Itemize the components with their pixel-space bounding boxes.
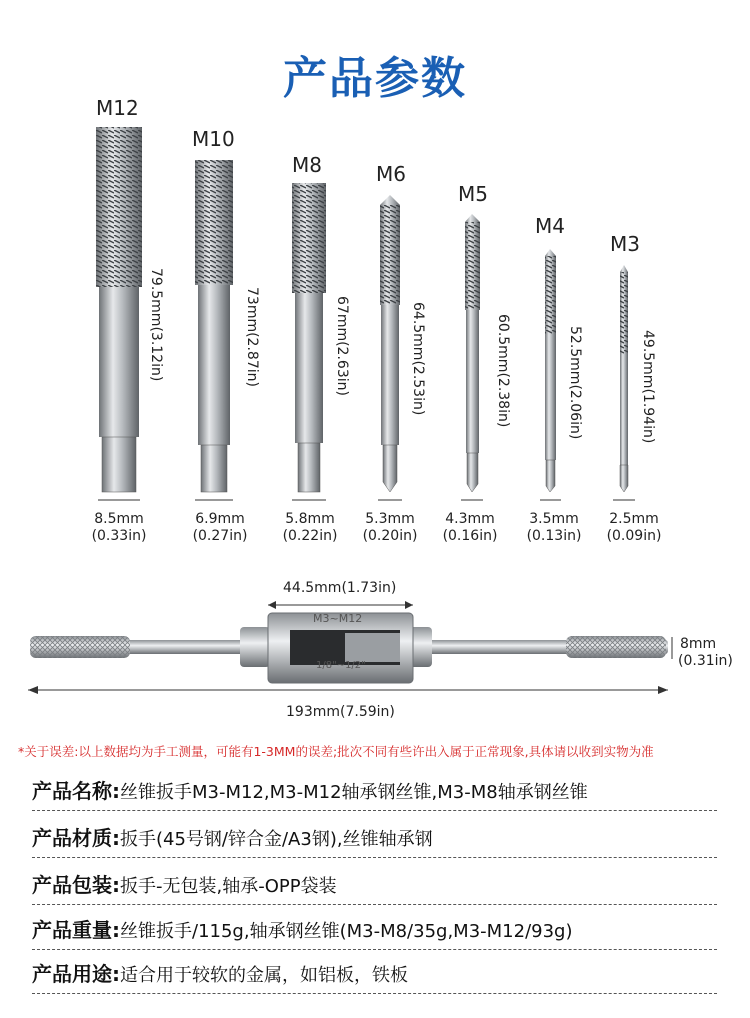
tap-diameter-label: 3.5mm (0.13in) [526,511,582,544]
tap-length-label: 67mm(2.63in) [334,296,350,396]
tap-m10 [195,160,233,500]
spec-key: 产品材质: [32,826,120,850]
tap-m5 [461,214,483,500]
tap-m6 [378,195,402,500]
tap-length-label: 73mm(2.87in) [244,287,260,387]
tap-diameter-label: 2.5mm (0.09in) [606,511,662,544]
spec-value: 丝锥扳手M3-M12,M3-M12轴承钢丝锥,M3-M8轴承钢丝锥 [120,782,588,803]
spec-row [32,770,717,811]
spec-key: 产品包装: [32,873,120,897]
wrench-handle-dia-mm: 8mm [680,636,717,652]
tap-length-label: 52.5mm(2.06in) [567,326,583,440]
tap-length-label: 79.5mm(3.12in) [148,268,164,382]
spec-row [32,909,717,950]
tap-length-label: 64.5mm(2.53in) [410,302,426,416]
spec-row [32,817,717,858]
tap-diameter-label: 8.5mm (0.33in) [91,511,147,544]
measurement-note: *关于误差:以上数据均为手工测量，可能有1-3MM的误差;批次不同有些许出入属于正常现象,具体请以收到实物为准 [18,744,654,759]
spec-key: 产品名称: [32,779,120,803]
tap-diameter-label: 6.9mm (0.27in) [192,511,248,544]
tap-m12 [96,127,142,500]
tap-m8 [292,183,326,500]
tap-size-label: M8 [292,153,322,177]
tap-m4 [540,249,561,500]
tap-size-label: M6 [376,162,406,186]
spec-value: 扳手(45号钢/锌合金/A3钢),丝锥轴承钢 [120,829,433,850]
tap-size-label: M4 [535,214,565,238]
spec-value: 适合用于较软的金属，如铝板，铁板 [120,965,408,986]
tap-m3 [613,265,635,500]
tap-length-label: 60.5mm(2.38in) [495,314,511,428]
spec-key: 产品用途: [32,962,120,986]
spec-value: 扳手-无包装,轴承-OPP袋装 [120,876,337,897]
tap-diameter-label: 5.3mm (0.20in) [362,511,418,544]
spec-key: 产品重量: [32,918,120,942]
tap-wrench-illustration [0,575,750,715]
page-title: 产品参数 [283,53,467,104]
wrench-handle-dia-in: (0.31in) [678,653,733,669]
wrench-length-label: 193mm(7.59in) [286,704,395,720]
tap-size-label: M10 [192,127,235,151]
spec-row [32,864,717,905]
wrench-marking: M3~M12 [313,612,363,625]
tap-size-label: M5 [458,182,488,206]
tap-size-label: M12 [96,96,139,120]
tap-size-label: M3 [610,232,640,256]
spec-row [32,953,717,994]
tap-length-label: 49.5mm(1.94in) [640,330,656,444]
wrench-marking-inch: 1/8"~1/2" [316,660,366,671]
spec-value: 丝锥扳手/115g,轴承钢丝锥(M3-M8/35g,M3-M12/93g) [120,921,573,942]
tap-diameter-label: 4.3mm (0.16in) [442,511,498,544]
tap-diameter-label: 5.8mm (0.22in) [282,511,338,544]
wrench-head-width-label: 44.5mm(1.73in) [283,580,397,596]
